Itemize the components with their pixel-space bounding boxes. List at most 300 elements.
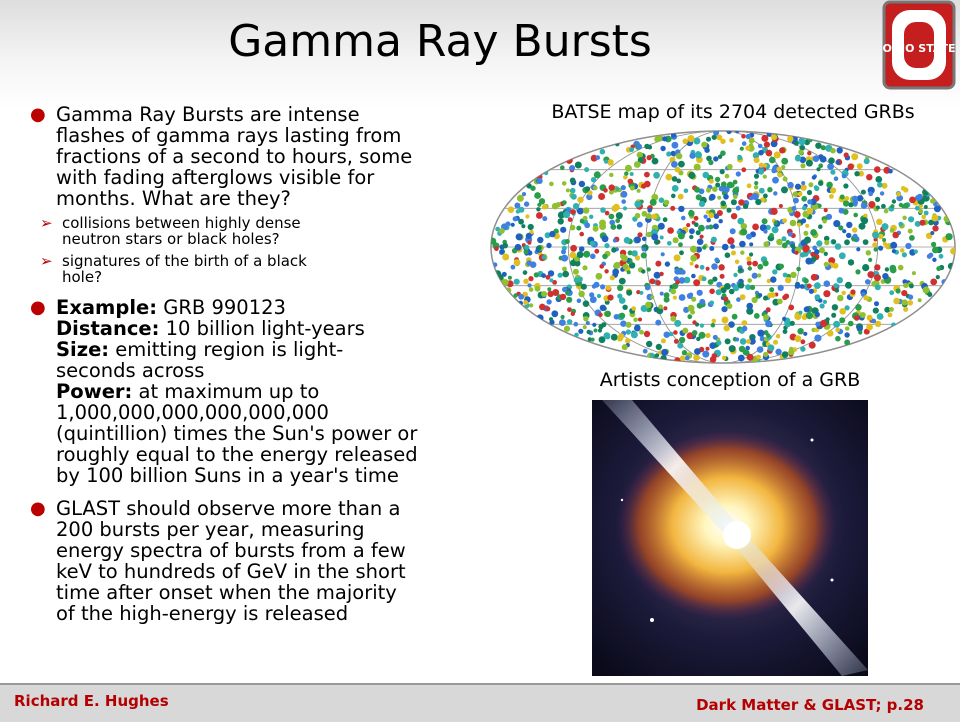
grb-dot <box>738 199 744 205</box>
grb-dot <box>924 205 928 209</box>
grb-dot <box>804 237 811 244</box>
grb-dot <box>718 155 722 159</box>
grb-dot <box>749 196 753 200</box>
grb-dot <box>605 311 611 317</box>
grb-dot <box>763 352 768 357</box>
grb-dot <box>843 183 848 188</box>
grb-dot <box>785 277 791 283</box>
grb-dot <box>671 151 676 156</box>
grb-dot <box>663 217 668 222</box>
grb-dot <box>549 231 555 237</box>
grb-dot <box>865 279 870 284</box>
grb-dot <box>638 318 642 322</box>
grb-dot <box>763 164 767 168</box>
grb-dot <box>769 233 774 238</box>
grb-dot <box>621 185 626 190</box>
grb-dot <box>711 237 717 243</box>
grb-dot <box>874 274 881 281</box>
grb-dot <box>551 310 558 317</box>
grb-dot <box>524 201 529 206</box>
grb-dot <box>853 213 858 218</box>
grb-dot <box>758 169 764 175</box>
arrow-bullet-icon: ➢ <box>40 214 53 232</box>
grb-dot <box>547 287 551 291</box>
grb-dot <box>499 249 504 254</box>
grb-dot <box>709 194 715 200</box>
grb-dot <box>793 191 799 197</box>
grb-dot <box>517 195 524 202</box>
grb-dot <box>678 242 683 247</box>
grb-dot <box>561 255 568 262</box>
grb-dot <box>678 161 685 168</box>
grb-dot <box>681 216 686 221</box>
grb-dot <box>790 220 797 227</box>
grb-dot <box>556 202 561 207</box>
grb-dot <box>721 181 727 187</box>
grb-dot <box>803 231 808 236</box>
grb-dot <box>647 267 651 271</box>
grb-dot <box>939 254 944 259</box>
grb-dot <box>824 262 829 267</box>
grb-dot <box>889 307 894 312</box>
grb-dot <box>823 290 830 297</box>
grb-dot <box>624 237 631 244</box>
grb-dot <box>692 330 698 336</box>
grb-dot <box>600 305 606 311</box>
grb-dot <box>845 326 850 331</box>
grb-dot <box>537 178 543 184</box>
grb-dot <box>931 242 936 247</box>
grb-dot <box>743 349 749 355</box>
grb-dot <box>855 304 862 311</box>
grb-dot <box>682 139 688 145</box>
grb-dot <box>902 252 907 257</box>
grb-dot <box>537 245 542 250</box>
grb-dot <box>788 305 794 311</box>
grb-dot <box>756 355 761 360</box>
grb-dot <box>790 244 795 249</box>
grb-dot <box>625 165 632 172</box>
grb-dot <box>777 172 782 177</box>
grb-dot <box>499 228 505 234</box>
grb-dot <box>727 164 733 170</box>
grb-dot <box>798 138 805 145</box>
grb-dot <box>832 304 838 310</box>
grb-dot <box>828 157 835 164</box>
grb-dot <box>570 245 577 252</box>
grb-dot <box>645 285 650 290</box>
grb-dot <box>537 203 541 207</box>
grb-dot <box>830 148 836 154</box>
grb-dot <box>549 278 553 282</box>
grb-dot <box>854 171 859 176</box>
grb-dot <box>667 241 672 246</box>
grb-dot <box>641 269 645 273</box>
grb-dot <box>909 284 914 289</box>
grb-dot <box>801 181 805 185</box>
grb-dot <box>710 356 717 363</box>
grb-dot <box>727 208 732 213</box>
grb-dot <box>839 208 845 214</box>
grb-dot <box>914 250 918 254</box>
grb-dot <box>741 167 746 172</box>
grb-dot <box>741 134 746 139</box>
grb-dot <box>569 165 575 171</box>
grb-dot <box>646 213 652 219</box>
grb-dot <box>839 308 846 315</box>
grb-dot <box>844 239 850 245</box>
grb-dot <box>837 295 844 302</box>
grb-dot <box>673 296 677 300</box>
grb-dot <box>800 346 805 351</box>
grb-dot <box>912 271 916 275</box>
grb-dot <box>660 236 664 240</box>
grb-dot <box>601 322 606 327</box>
grb-dot <box>690 246 697 253</box>
grb-dot <box>610 275 615 280</box>
grb-dot <box>902 299 908 305</box>
grb-dot <box>788 349 794 355</box>
grb-dot <box>804 306 810 312</box>
grb-dot <box>513 216 518 221</box>
grb-dot <box>814 282 821 289</box>
grb-dot <box>902 216 906 220</box>
grb-dot <box>876 219 882 225</box>
bullet-dot-icon: ● <box>30 498 46 519</box>
grb-dot <box>546 243 551 248</box>
grb-dot <box>771 208 778 215</box>
grb-dot <box>699 201 705 207</box>
grb-dot <box>738 282 744 288</box>
grb-dot <box>903 203 909 209</box>
grb-dot <box>604 160 608 164</box>
grb-dot <box>695 264 699 268</box>
grb-dot <box>722 244 729 251</box>
grb-dot <box>835 336 841 342</box>
grb-dot <box>863 295 868 300</box>
grb-dot <box>799 311 803 315</box>
grb-dot <box>814 335 821 342</box>
grb-dot <box>609 214 615 220</box>
grb-dot <box>740 294 746 300</box>
grb-dot <box>848 259 854 265</box>
grb-dot <box>627 270 631 274</box>
grb-dot <box>699 299 705 305</box>
grb-dot <box>834 176 839 181</box>
grb-dot <box>670 316 676 322</box>
grb-dot <box>795 155 801 161</box>
grb-dot <box>583 300 590 307</box>
grb-dot <box>579 232 584 237</box>
grb-dot <box>649 278 655 284</box>
bullet-glast: ● GLAST should observe more than a 200 bursts per year, measuring energy spectra of bursts from a few keV to hundreds of GeV in the short time after onset when the majority of the high-energy is released <box>30 497 406 625</box>
grb-dot <box>648 145 653 150</box>
grb-dot <box>593 226 599 232</box>
grb-dot <box>752 224 759 231</box>
grb-dot <box>809 342 816 349</box>
grb-dot <box>908 229 913 234</box>
grb-dot <box>740 229 747 236</box>
grb-dot <box>647 155 652 160</box>
grb-dot <box>706 188 711 193</box>
grb-dot <box>893 298 900 305</box>
grb-dot <box>782 295 787 300</box>
arrow-bullet-icon: ➢ <box>40 252 53 270</box>
grb-dot <box>835 288 839 292</box>
grb-dot <box>715 177 720 182</box>
grb-dot <box>842 229 846 233</box>
grb-dot <box>689 228 695 234</box>
grb-dot <box>830 170 835 175</box>
grb-dot <box>592 284 597 289</box>
grb-dot <box>866 174 872 180</box>
grb-dot <box>730 183 735 188</box>
grb-dot <box>587 330 591 334</box>
grb-dot <box>932 247 939 254</box>
grb-dot <box>746 303 753 310</box>
grb-dot <box>624 171 628 175</box>
grb-dot <box>860 312 866 318</box>
grb-dot <box>612 205 619 212</box>
grb-dot <box>876 206 880 210</box>
grb-dot <box>672 142 679 149</box>
grb-dot <box>757 346 764 353</box>
grb-dot <box>820 320 827 327</box>
grb-dot <box>883 242 887 246</box>
grb-dot <box>725 338 731 344</box>
grb-dot <box>570 188 576 194</box>
grb-dot <box>896 288 901 293</box>
grb-dot <box>809 289 814 294</box>
grb-dot <box>656 344 662 350</box>
grb-dot <box>763 175 767 179</box>
grb-dot <box>634 236 641 243</box>
grb-dot <box>762 218 768 224</box>
grb-dot <box>738 355 745 362</box>
grb-dot <box>787 182 793 188</box>
grb-dot <box>672 176 678 182</box>
grb-dot <box>621 199 626 204</box>
grb-dot <box>571 194 577 200</box>
grb-dot <box>773 191 777 195</box>
grb-dot <box>549 317 553 321</box>
grb-dot <box>571 312 575 316</box>
grb-dot <box>853 234 858 239</box>
grb-dot <box>772 166 776 170</box>
grb-dot <box>742 320 748 326</box>
grb-dot <box>774 152 781 159</box>
grb-dot <box>890 242 897 249</box>
grb-dot <box>706 137 711 142</box>
grb-dot <box>631 250 637 256</box>
grb-dot <box>930 231 934 235</box>
artist-conception-caption: Artists conception of a GRB <box>599 369 861 391</box>
grb-dot <box>757 330 764 337</box>
grb-dot <box>861 190 866 195</box>
grb-dot <box>776 239 782 245</box>
grb-dot <box>882 273 888 279</box>
grb-dot <box>702 276 707 281</box>
grb-dot <box>758 144 763 149</box>
grb-dot <box>527 283 531 287</box>
grb-dot <box>523 279 528 284</box>
grb-dot <box>701 142 707 148</box>
grb-dot <box>932 225 938 231</box>
grb-dot <box>868 191 873 196</box>
grb-dot <box>782 236 787 241</box>
grb-dot <box>594 171 601 178</box>
grb-dot <box>620 321 626 327</box>
grb-dot <box>767 132 772 137</box>
bullet-dot-icon: ● <box>30 104 46 125</box>
grb-dot <box>621 191 628 198</box>
grb-dot <box>565 239 570 244</box>
grb-dot <box>896 192 901 197</box>
grb-dot <box>723 194 729 200</box>
grb-dot <box>600 207 606 213</box>
grb-dot <box>928 253 933 258</box>
grb-dot <box>854 315 860 321</box>
grb-dot <box>489 238 496 245</box>
grb-dot <box>833 283 838 288</box>
grb-dot <box>687 314 692 319</box>
grb-dot <box>722 356 726 360</box>
grb-dot <box>819 247 825 253</box>
grb-dot <box>598 313 602 317</box>
grb-dot <box>731 251 736 256</box>
grb-dot <box>637 232 642 237</box>
grb-dot <box>666 174 673 181</box>
grb-dot <box>566 297 572 303</box>
grb-dot <box>890 204 894 208</box>
grb-dot <box>703 172 710 179</box>
grb-dot <box>659 272 663 276</box>
grb-dot <box>676 153 682 159</box>
grb-dot <box>759 163 764 168</box>
grb-dot <box>708 225 713 230</box>
grb-dot <box>920 220 926 226</box>
grb-dot <box>881 204 886 209</box>
grb-dot <box>641 252 647 258</box>
grb-dot <box>541 291 547 297</box>
grb-dot <box>880 191 884 195</box>
grb-dot <box>792 206 797 211</box>
grb-dot <box>570 225 576 231</box>
grb-dot <box>526 260 531 265</box>
grb-dot <box>714 258 719 263</box>
grb-dot <box>758 150 764 156</box>
grb-dot <box>613 238 617 242</box>
batse-sky-map <box>488 128 958 366</box>
grb-dot <box>746 234 752 240</box>
grb-dot <box>892 232 899 239</box>
grb-dot <box>723 296 728 301</box>
grb-dot <box>705 333 710 338</box>
grb-dot <box>767 187 772 192</box>
grb-dot <box>749 138 755 144</box>
grb-dot <box>646 341 652 347</box>
grb-dot <box>790 321 795 326</box>
grb-dot <box>770 292 776 298</box>
grb-dot <box>661 338 666 343</box>
grb-dot <box>643 349 648 354</box>
grb-dot <box>873 308 879 314</box>
grb-dot <box>689 153 695 159</box>
grb-dot <box>733 194 738 199</box>
grb-dot <box>932 215 939 222</box>
grb-dot <box>736 171 741 176</box>
grb-dot <box>759 188 765 194</box>
grb-dot <box>629 147 634 152</box>
grb-dot <box>735 129 739 133</box>
grb-dot <box>642 247 646 251</box>
grb-dot <box>811 274 818 281</box>
grb-dot <box>793 198 799 204</box>
grb-dot <box>782 317 786 321</box>
grb-dot <box>725 174 730 179</box>
grb-dot <box>626 329 631 334</box>
grb-dot <box>890 267 897 274</box>
grb-dot <box>561 249 566 254</box>
grb-dot <box>794 251 798 255</box>
grb-dot <box>717 196 721 200</box>
grb-dot <box>677 343 683 349</box>
grb-dot <box>826 317 830 321</box>
grb-dot <box>818 154 823 159</box>
grb-dot <box>654 272 661 279</box>
grb-dot <box>600 284 605 289</box>
grb-dot <box>502 272 507 277</box>
grb-dot <box>750 285 755 290</box>
grb-dot <box>590 296 597 303</box>
grb-dot <box>769 287 774 292</box>
grb-dot <box>577 251 584 258</box>
grb-dot <box>651 214 657 220</box>
grb-dot <box>815 143 821 149</box>
grb-dot <box>558 218 564 224</box>
grb-dot <box>574 322 579 327</box>
grb-dot <box>882 223 889 230</box>
grb-dot <box>846 222 852 228</box>
grb-dot <box>746 339 751 344</box>
grb-dot <box>848 202 853 207</box>
grb-dot <box>575 162 582 169</box>
grb-dot <box>528 224 534 230</box>
grb-dot <box>909 197 916 204</box>
grb-dot <box>808 182 813 187</box>
grb-dot <box>868 258 872 262</box>
grb-dot <box>731 199 737 205</box>
grb-dot <box>720 274 725 279</box>
grb-dot <box>606 285 611 290</box>
grb-dot <box>527 241 531 245</box>
grb-dot <box>874 264 880 270</box>
grb-dot <box>541 273 546 278</box>
grb-dot <box>513 293 517 297</box>
grb-dot <box>712 319 717 324</box>
grb-dot <box>716 289 722 295</box>
grb-dot <box>560 165 565 170</box>
footer-bar <box>0 683 960 722</box>
grb-dot <box>861 217 868 224</box>
grb-dot <box>835 160 840 165</box>
grb-dot <box>583 316 588 321</box>
grb-dot <box>754 174 759 179</box>
grb-dot <box>630 186 635 191</box>
grb-dot <box>890 228 895 233</box>
grb-dot <box>740 338 747 345</box>
grb-dot <box>661 252 665 256</box>
